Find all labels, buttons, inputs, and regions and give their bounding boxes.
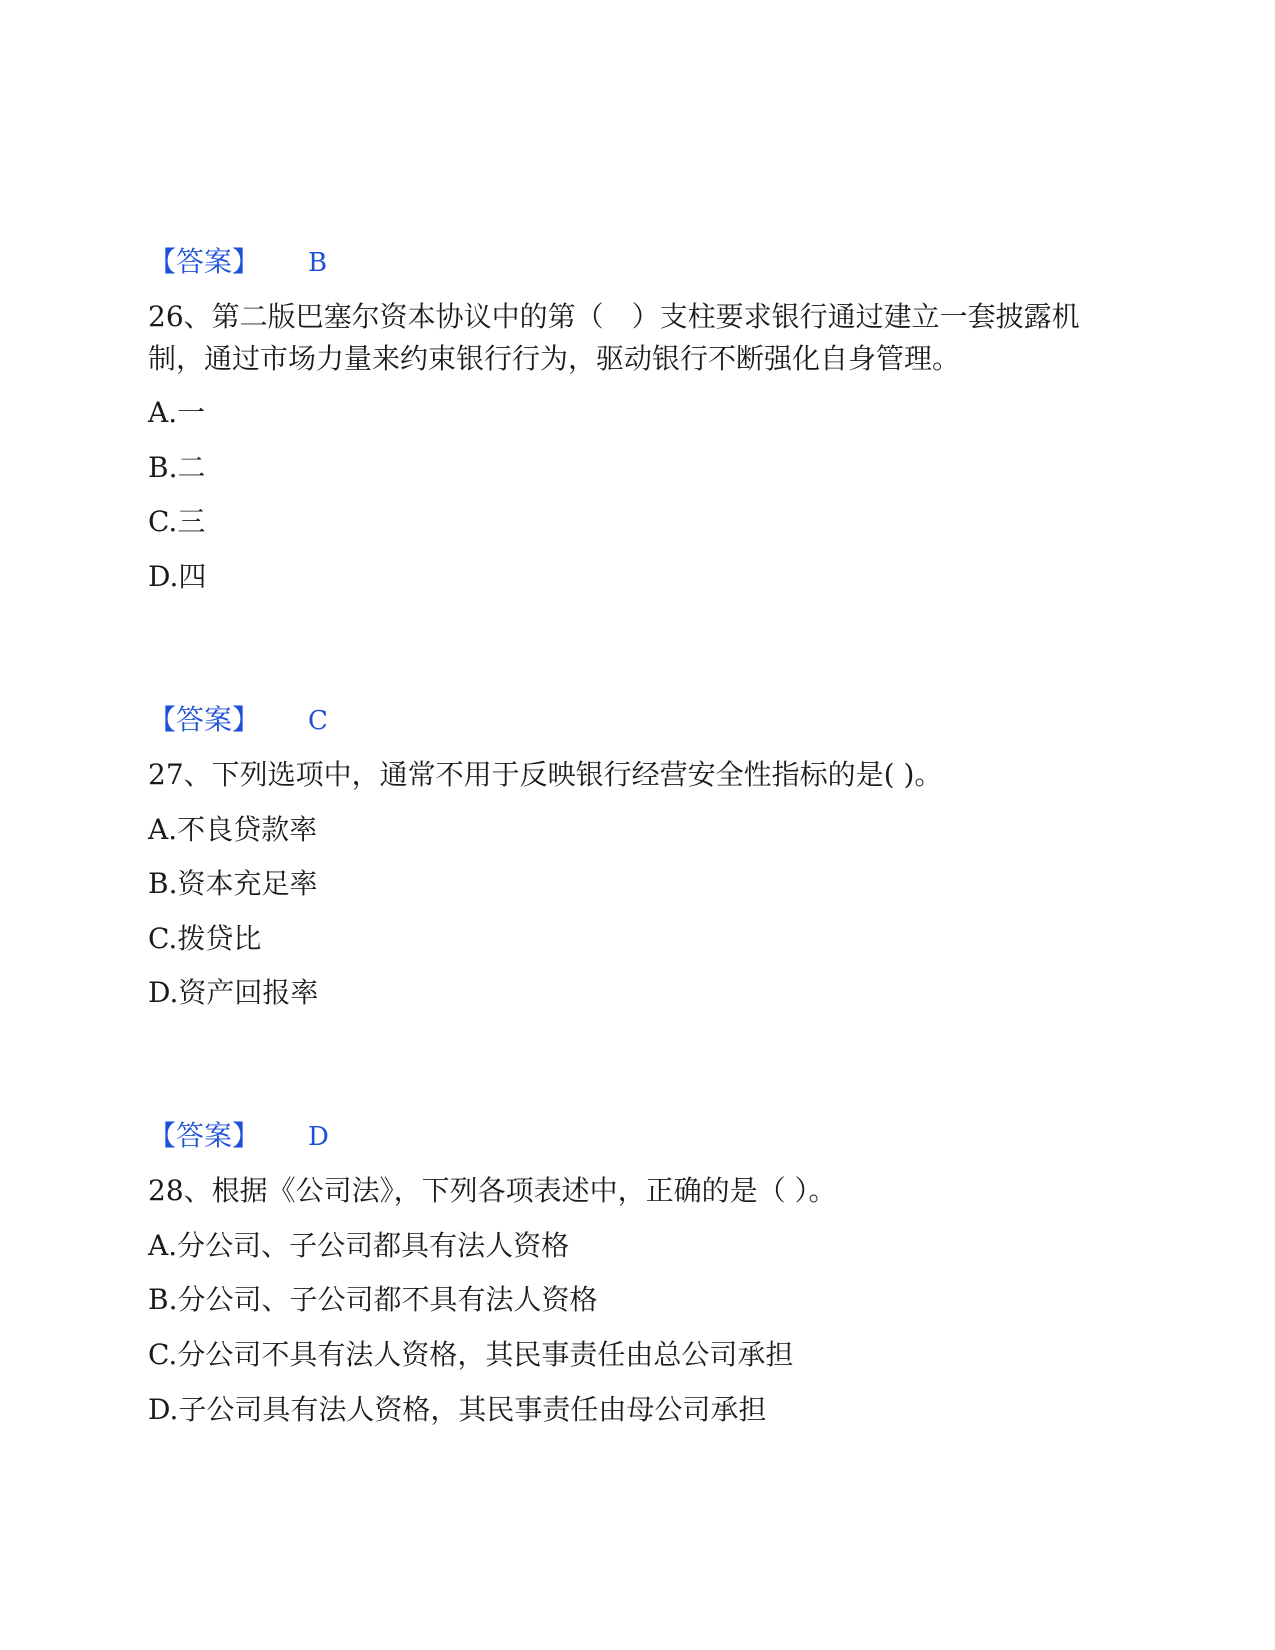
option-b: B.资本充足率 xyxy=(148,867,318,900)
answer-line xyxy=(148,700,328,741)
answer-label: 【答案】 xyxy=(148,703,261,736)
question-text: 27、下列选项中，通常不用于反映银行经营安全性指标的是( )。 xyxy=(148,758,943,791)
answer-line xyxy=(148,242,327,283)
option-d: D.资产回报率 xyxy=(148,976,319,1009)
option-b: B.二 xyxy=(148,451,206,484)
option-a: A.不良贷款率 xyxy=(148,813,318,846)
option-a: A.一 xyxy=(148,396,206,429)
option-a: A.分公司、子公司都具有法人资格 xyxy=(148,1229,570,1262)
question-text: 26、第二版巴塞尔资本协议中的第（ ）支柱要求银行通过建立一套披露机 xyxy=(148,300,1080,333)
question-text: 28、根据《公司法》，下列各项表述中，正确的是（ ）。 xyxy=(148,1174,837,1207)
option-c: C.分公司不具有法人资格，其民事责任由总公司承担 xyxy=(148,1338,794,1371)
option-d: D.四 xyxy=(148,560,207,593)
answer-value: C xyxy=(308,706,328,736)
question-text-continued: 制，通过市场力量来约束银行行为，驱动银行不断强化自身管理。 xyxy=(148,342,961,375)
answer-label: 【答案】 xyxy=(148,245,261,278)
answer-value: D xyxy=(308,1122,329,1152)
option-d: D.子公司具有法人资格，其民事责任由母公司承担 xyxy=(148,1393,767,1426)
answer-label: 【答案】 xyxy=(148,1119,261,1152)
answer-value: B xyxy=(308,248,328,278)
option-c: C.三 xyxy=(148,505,206,538)
answer-line xyxy=(148,1116,329,1157)
option-b: B.分公司、子公司都不具有法人资格 xyxy=(148,1283,598,1316)
option-c: C.拨贷比 xyxy=(148,922,262,955)
